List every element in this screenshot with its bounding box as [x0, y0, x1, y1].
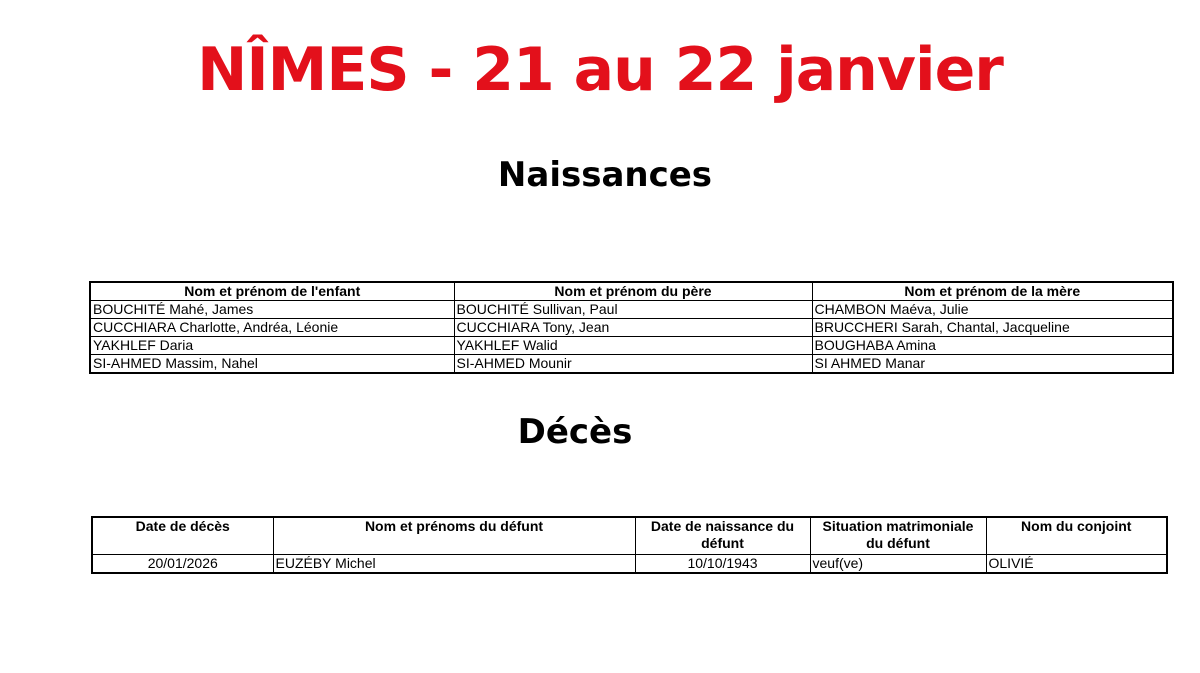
child-name-cell: SI-AHMED Massim, Nahel [90, 355, 454, 374]
column-header-child: Nom et prénom de l'enfant [90, 282, 454, 301]
deaths-header-row [92, 517, 1167, 555]
page-title: NÎMES - 21 au 22 janvier [197, 35, 1003, 105]
child-name-cell: YAKHLEF Daria [90, 337, 454, 355]
father-name-cell: CUCCHIARA Tony, Jean [454, 319, 812, 337]
father-name-cell: SI-AHMED Mounir [454, 355, 812, 374]
column-header-marital-status: Situation matrimoniale du défunt [810, 517, 986, 555]
spouse-name-cell: OLIVIÉ [986, 555, 1167, 574]
births-heading: Naissances [497, 155, 713, 195]
table-row [90, 337, 1173, 355]
column-header-mother: Nom et prénom de la mère [812, 282, 1173, 301]
mother-name-cell: SI AHMED Manar [812, 355, 1173, 374]
table-row [90, 301, 1173, 319]
father-name-cell: YAKHLEF Walid [454, 337, 812, 355]
mother-name-cell: BRUCCHERI Sarah, Chantal, Jacqueline [812, 319, 1173, 337]
table-row [90, 355, 1173, 374]
table-row [92, 555, 1167, 574]
births-table [89, 281, 1174, 374]
table-row [90, 319, 1173, 337]
father-name-cell: BOUCHITÉ Sullivan, Paul [454, 301, 812, 319]
column-header-spouse: Nom du conjoint [986, 517, 1167, 555]
marital-status-cell: veuf(ve) [810, 555, 986, 574]
column-header-birth-date: Date de naissance du défunt [635, 517, 810, 555]
birth-date-cell: 10/10/1943 [635, 555, 810, 574]
column-header-father: Nom et prénom du père [454, 282, 812, 301]
deaths-table [91, 516, 1168, 574]
child-name-cell: BOUCHITÉ Mahé, James [90, 301, 454, 319]
births-header-row [90, 282, 1173, 301]
mother-name-cell: CHAMBON Maéva, Julie [812, 301, 1173, 319]
child-name-cell: CUCCHIARA Charlotte, Andréa, Léonie [90, 319, 454, 337]
column-header-death-date: Date de décès [92, 517, 273, 555]
deceased-name-cell: EUZÉBY Michel [273, 555, 635, 574]
death-date-cell: 20/01/2026 [92, 555, 273, 574]
column-header-deceased-name: Nom et prénoms du défunt [273, 517, 635, 555]
mother-name-cell: BOUGHABA Amina [812, 337, 1173, 355]
deaths-heading: Décès [517, 412, 633, 452]
